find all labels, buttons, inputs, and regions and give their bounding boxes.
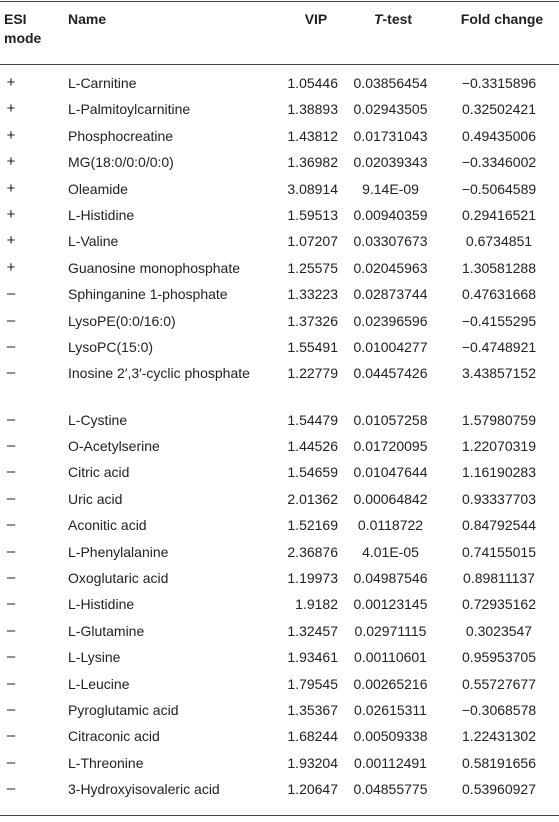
- fold-change-cell: 1.30581288: [462, 259, 536, 276]
- table-row: [0, 231, 559, 257]
- vip-cell: 1.22779: [287, 365, 338, 382]
- vip-cell: 1.93461: [287, 649, 338, 666]
- table-body: [0, 73, 559, 806]
- table-row: [0, 126, 559, 152]
- name-cell: LysoPE(0:0/16:0): [68, 312, 176, 329]
- ttest-cell: 0.01731043: [353, 127, 428, 144]
- table-row: [0, 152, 559, 178]
- vip-cell: 1.93204: [287, 754, 338, 771]
- esi-mode-cell: –: [6, 285, 16, 303]
- fold-change-cell: 1.22070319: [462, 438, 536, 455]
- name-cell: L-Carnitine: [68, 75, 137, 91]
- vip-cell: 1.19973: [287, 570, 338, 587]
- vip-cell: 1.36982: [287, 154, 338, 171]
- esi-mode-cell: +: [6, 100, 16, 118]
- ttest-cell: 0.02039343: [353, 154, 428, 171]
- esi-mode-cell: –: [6, 621, 16, 639]
- ttest-cell: 0.01720095: [353, 438, 428, 455]
- name-cell: Aconitic acid: [68, 517, 147, 534]
- fold-change-cell: 0.95953705: [462, 649, 536, 666]
- esi-mode-cell: –: [6, 542, 16, 560]
- table-row: [0, 99, 559, 125]
- vip-cell: 1.43812: [287, 127, 338, 144]
- table-row: [0, 489, 559, 515]
- fold-change-cell: 1.57980759: [462, 411, 536, 428]
- fold-change-cell: 1.16190283: [462, 464, 536, 481]
- esi-mode-cell: +: [6, 153, 16, 171]
- esi-mode-cell: +: [6, 126, 16, 144]
- esi-mode-cell: +: [6, 179, 16, 197]
- ttest-cell: 0.03307673: [353, 233, 428, 250]
- esi-mode-cell: +: [6, 205, 16, 223]
- ttest-cell: 0.02396596: [353, 312, 428, 329]
- table-row: [0, 700, 559, 726]
- table-row: [0, 179, 559, 205]
- ttest-cell: 0.02615311: [354, 701, 427, 718]
- fold-change-cell: 0.32502421: [462, 101, 536, 118]
- table-row: [0, 542, 559, 568]
- vip-cell: 2.01362: [287, 490, 338, 507]
- vip-cell: 1.52169: [287, 517, 338, 534]
- vip-cell: 1.32457: [287, 622, 338, 639]
- esi-mode-cell: –: [6, 437, 16, 455]
- fold-change-cell: 0.89811137: [463, 570, 535, 587]
- table-row: [0, 410, 559, 436]
- vip-cell: 1.44526: [287, 438, 338, 455]
- fold-change-cell: 0.53960927: [462, 781, 536, 798]
- name-cell: O-Acetylserine: [68, 438, 160, 455]
- vip-cell: 2.36876: [287, 543, 338, 560]
- ttest-cell: 0.01004277: [353, 338, 428, 355]
- esi-mode-cell: –: [6, 753, 16, 771]
- esi-mode-cell: –: [6, 595, 16, 613]
- table-row: [0, 647, 559, 673]
- name-cell: L-Histidine: [68, 206, 135, 223]
- ttest-cell: 0.00064842: [353, 490, 428, 507]
- name-cell: Pyroglutamic acid: [68, 701, 179, 718]
- name-cell: L-Histidine: [68, 596, 135, 613]
- esi-mode-cell: –: [6, 364, 16, 382]
- vip-cell: 1.07207: [287, 233, 338, 250]
- fold-change-cell: −0.5064589: [461, 180, 537, 197]
- name-cell: Guanosine monophosphate: [68, 259, 241, 276]
- esi-mode-cell: –: [6, 780, 16, 798]
- table-row: [0, 726, 559, 752]
- fold-change-cell: −0.3068578: [461, 701, 537, 718]
- vip-cell: 1.9182: [295, 596, 338, 613]
- ttest-cell: 0.02045963: [353, 259, 428, 276]
- name-cell: L-Valine: [68, 233, 119, 250]
- fold-change-cell: 0.3023547: [465, 622, 533, 639]
- ttest-cell: 0.01057258: [353, 411, 428, 428]
- vip-cell: 1.79545: [287, 675, 338, 692]
- esi-mode-cell: +: [6, 74, 16, 91]
- fold-change-cell: −0.3346002: [461, 154, 537, 171]
- name-cell: L-Leucine: [68, 675, 130, 692]
- name-cell: Inosine 2′,3′-cyclic phosphate: [68, 365, 250, 382]
- table-row: [0, 258, 559, 284]
- table-bottom-rule: [0, 815, 559, 816]
- ttest-cell: 0.02971115: [354, 622, 427, 639]
- fold-change-cell: 0.49435006: [462, 127, 536, 144]
- esi-mode-cell: +: [6, 232, 16, 250]
- ttest-cell: 0.04987546: [353, 570, 428, 587]
- ttest-cell: 0.00112491: [354, 754, 427, 771]
- vip-cell: 1.59513: [287, 206, 338, 223]
- fold-change-cell: 0.72935162: [462, 596, 536, 613]
- ttest-cell: 0.04855775: [353, 781, 428, 798]
- ttest-cell: 0.00940359: [353, 206, 428, 223]
- ttest-cell: 0.00123145: [353, 596, 428, 613]
- ttest-cell: 0.00110601: [354, 649, 427, 666]
- name-cell: L-Phenylalanine: [68, 543, 169, 560]
- fold-change-cell: 0.29416521: [462, 206, 536, 223]
- table-row: [0, 436, 559, 462]
- ttest-cell: 9.14E-09: [362, 180, 419, 197]
- name-cell: Oxoglutaric acid: [68, 570, 169, 587]
- fold-change-cell: 3.43857152: [462, 365, 536, 382]
- name-cell: Uric acid: [68, 490, 123, 507]
- ttest-cell: 0.04457426: [353, 365, 428, 382]
- table-row: [0, 568, 559, 594]
- name-cell: Oleamide: [68, 180, 128, 197]
- ttest-cell: 0.02943505: [353, 101, 428, 118]
- table-row: [0, 621, 559, 647]
- fold-change-cell: −0.4748921: [461, 338, 537, 355]
- table-row: [0, 462, 559, 488]
- ttest-cell: 0.0118722: [357, 517, 424, 534]
- esi-mode-cell: –: [6, 516, 16, 534]
- table-row: [0, 311, 559, 337]
- table-row: [0, 779, 559, 805]
- fold-change-cell: 0.47631668: [462, 286, 536, 303]
- vip-cell: 1.38893: [287, 101, 338, 118]
- esi-mode-cell: –: [6, 311, 16, 329]
- esi-mode-cell: –: [6, 700, 16, 718]
- ttest-cell: 0.00509338: [353, 728, 428, 745]
- name-cell: Citric acid: [68, 464, 130, 481]
- vip-cell: 1.05446: [287, 75, 338, 91]
- header-ttest-t: T: [373, 11, 383, 27]
- table-row: [0, 515, 559, 541]
- name-cell: LysoPC(15:0): [68, 338, 154, 355]
- fold-change-cell: −0.4155295: [461, 312, 537, 329]
- fold-change-cell: 0.6734851: [465, 233, 533, 250]
- fold-change-cell: 0.84792544: [462, 517, 536, 534]
- fold-change-cell: 0.58191656: [462, 754, 536, 771]
- header-fold-change: Fold change: [460, 11, 544, 27]
- table-row: [0, 674, 559, 700]
- esi-mode-cell: –: [6, 648, 16, 666]
- header-esi-mode: ESI mode: [4, 11, 42, 46]
- header-name: Name: [68, 11, 107, 27]
- name-cell: Citraconic acid: [68, 728, 160, 745]
- fold-change-cell: 0.74155015: [462, 543, 536, 560]
- table-row: [0, 337, 559, 363]
- table-header-rule: [0, 64, 559, 65]
- esi-mode-cell: –: [6, 410, 16, 428]
- esi-mode-cell: –: [6, 489, 16, 507]
- header-ttest-suffix: -test: [382, 11, 413, 27]
- fold-change-cell: 0.93337703: [462, 490, 536, 507]
- fold-change-cell: 1.22431302: [462, 728, 536, 745]
- esi-mode-cell: –: [6, 727, 16, 745]
- table-row: [0, 73, 559, 99]
- ttest-cell: 0.01047644: [353, 464, 428, 481]
- name-cell: L-Palmitoylcarnitine: [68, 101, 191, 118]
- header-ttest: [358, 10, 428, 29]
- name-cell: MG(18:0/0:0/0:0): [68, 154, 174, 171]
- name-cell: L-Glutamine: [68, 622, 145, 639]
- vip-cell: 1.55491: [287, 338, 338, 355]
- vip-cell: 1.54659: [287, 464, 338, 481]
- fold-change-cell: −0.3315896: [461, 75, 537, 91]
- esi-mode-cell: –: [6, 674, 16, 692]
- vip-cell: 3.08914: [287, 180, 338, 197]
- ttest-cell: 4.01E-05: [362, 543, 419, 560]
- vip-cell: 1.35367: [287, 701, 338, 718]
- name-cell: L-Lysine: [68, 649, 121, 666]
- ttest-cell: 0.00265216: [353, 675, 428, 692]
- name-cell: 3-Hydroxyisovaleric acid: [68, 781, 220, 798]
- name-cell: Sphinganine 1-phosphate: [68, 286, 228, 303]
- header-vip: VIP: [304, 11, 328, 27]
- vip-cell: 1.54479: [287, 411, 338, 428]
- table-row: [0, 753, 559, 779]
- vip-cell: 1.20647: [287, 781, 338, 798]
- table-row: [0, 284, 559, 310]
- fold-change-cell: 0.55727677: [462, 675, 536, 692]
- name-cell: L-Cystine: [68, 411, 128, 428]
- ttest-cell: 0.03856454: [353, 75, 428, 91]
- table-row: [0, 363, 559, 409]
- esi-mode-cell: +: [6, 258, 16, 276]
- esi-mode-cell: –: [6, 463, 16, 481]
- esi-mode-cell: –: [6, 569, 16, 587]
- table-header: [0, 0, 559, 64]
- vip-cell: 1.37326: [287, 312, 338, 329]
- name-cell: Phosphocreatine: [68, 127, 174, 144]
- ttest-cell: 0.02873744: [353, 286, 428, 303]
- vip-cell: 1.33223: [287, 286, 338, 303]
- name-cell: L-Threonine: [68, 754, 144, 771]
- vip-cell: 1.25575: [287, 259, 338, 276]
- esi-mode-cell: –: [6, 337, 16, 355]
- vip-cell: 1.68244: [287, 728, 338, 745]
- table-row: [0, 205, 559, 231]
- table-row: [0, 594, 559, 620]
